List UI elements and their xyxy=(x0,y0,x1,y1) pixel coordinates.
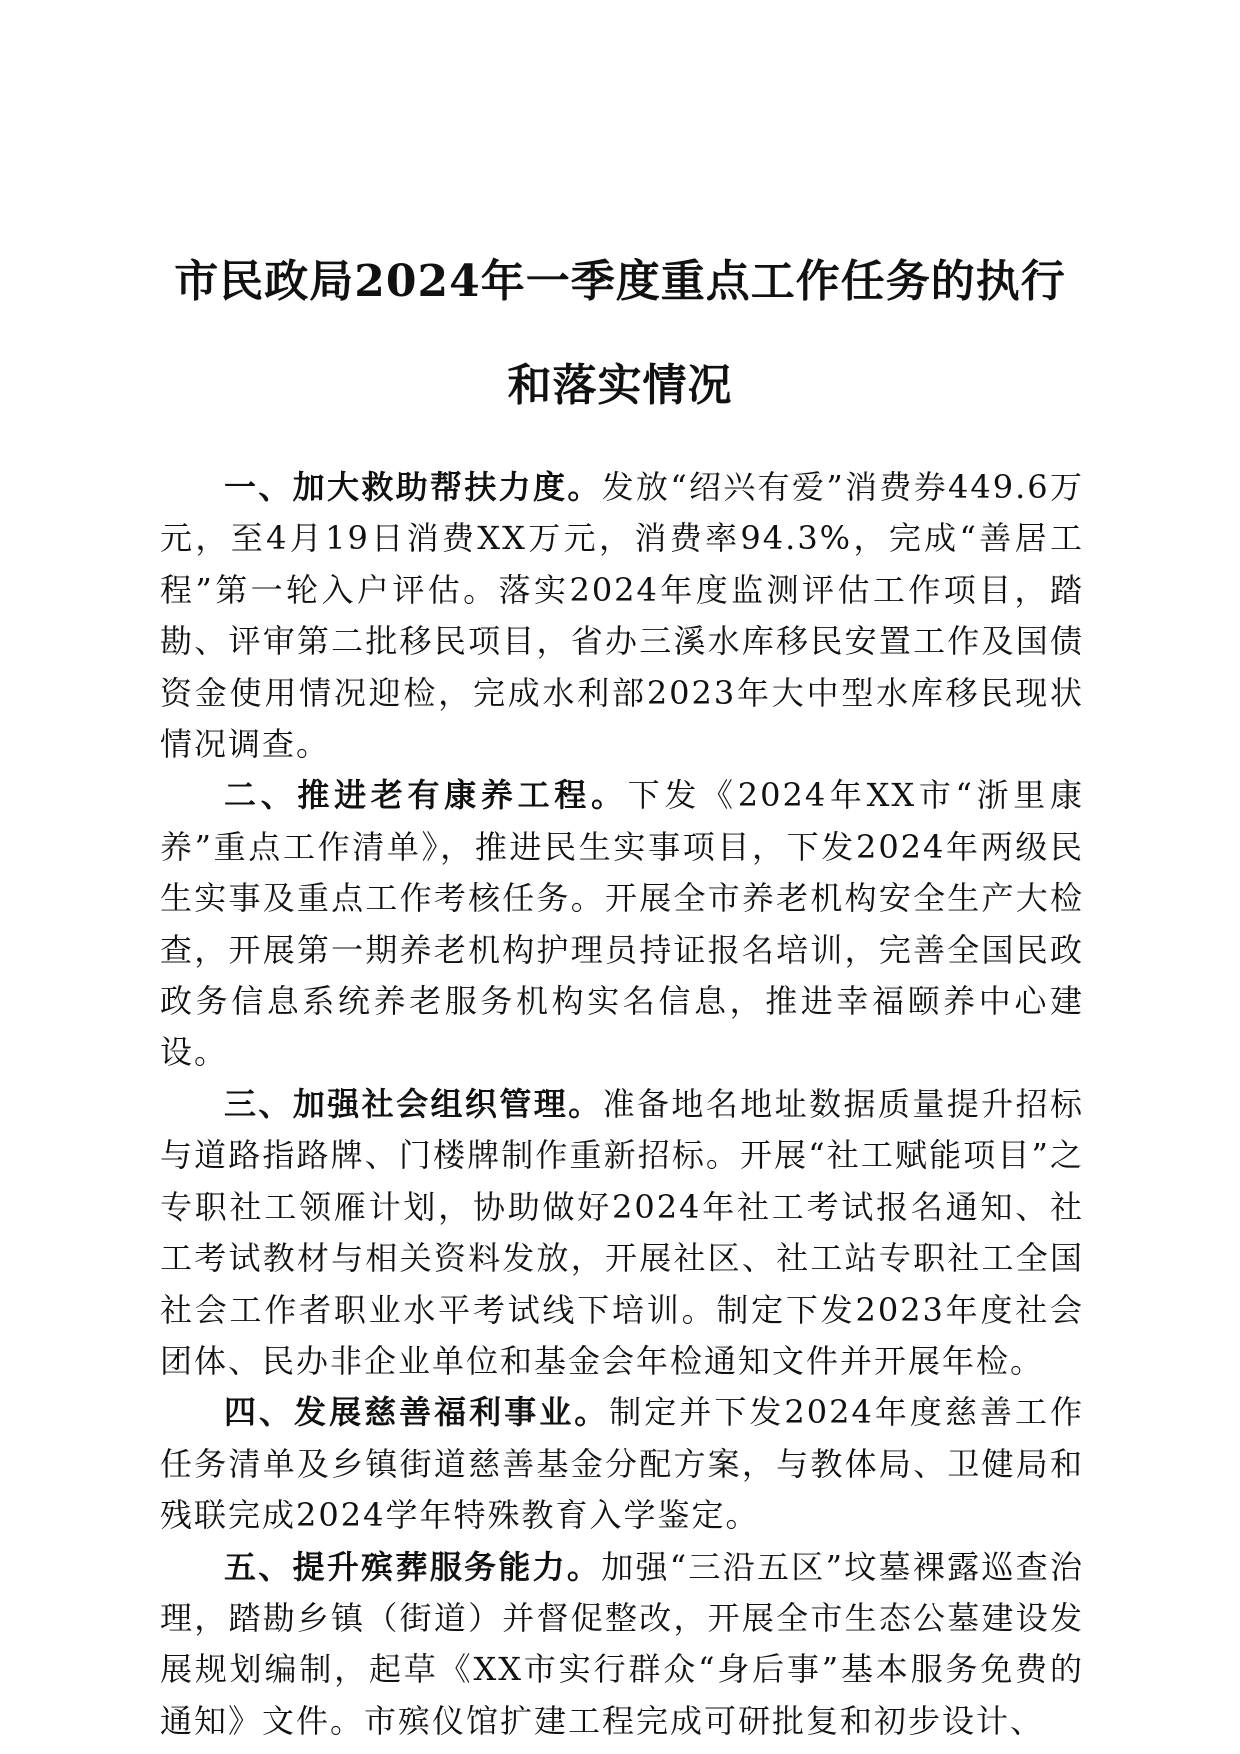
document-title xyxy=(140,230,1100,438)
section-text-2: 下发《2024年XX市“浙里康养”重点工作清单》，推进民生实事项目，下发2024年两级民生实事及重点工作考核任务。开展全市养老机构安全生产大检查，开展第一期养老机构护理员持证报名培训，完善全国民政政务信息系统养老服务机构实名信息，推进幸福颐养中心建设。 xyxy=(160,776,1084,1072)
section-paragraph-2 xyxy=(160,770,1084,1078)
section-heading-3: 三、加强社会组织管理。 xyxy=(224,1084,603,1123)
section-paragraph-3 xyxy=(160,1079,1084,1387)
section-heading-2: 二、推进老有康养工程。 xyxy=(224,776,628,815)
section-paragraph-4 xyxy=(160,1387,1084,1541)
section-heading-1: 一、加大救助帮扶力度。 xyxy=(224,468,602,506)
title-line-1: 市民政局2024年一季度重点工作任务的执行 xyxy=(174,256,1066,307)
section-text-3: 准备地名地址数据质量提升招标与道路指路牌、门楼牌制作重新招标。开展“社工赋能项目”之专职社工领雁计划，协助做好2024年社工考试报名通知、社工考试教材与相关资料发放，开展社区、社工站专职社工全国社会工作者职业水平考试线下培训。制定下发2023年度社会团体、民办非企业单位和基金会年检通知文件并开展年检。 xyxy=(160,1084,1084,1380)
section-heading-4: 四、发展慈善福利事业。 xyxy=(224,1393,610,1432)
section-heading-5: 五、提升殡葬服务能力。 xyxy=(224,1547,602,1586)
section-paragraph-5 xyxy=(160,1542,1084,1748)
section-text-4: 制定并下发2024年度慈善工作任务清单及乡镇街道慈善基金分配方案，与教体局、卫健局和残联完成2024学年特殊教育入学鉴定。 xyxy=(160,1393,1084,1535)
section-text-5: 加强“三沿五区”坟墓裸露巡查治理，踏勘乡镇（街道）并督促整改，开展全市生态公墓建设发展规划编制，起草《XX市实行群众“身后事”基本服务免费的通知》文件。市殡仪馆扩建工程完成可研批复和初步设计、 xyxy=(160,1547,1084,1740)
section-paragraph-1 xyxy=(160,462,1084,770)
document-body xyxy=(160,462,1084,1747)
section-text-1: 发放“绍兴有爱”消费券449.6万元，至4月19日消费XX万元，消费率94.3%，完成“善居工程”第一轮入户评估。落实2024年度监测评估工作项目，踏勘、评审第二批移民项目，省办三溪水库移民安置工作及国债资金使用情况迎检，完成水利部2023年大中型水库移民现状情况调查。 xyxy=(160,468,1084,764)
title-line-2: 和落实情况 xyxy=(507,360,733,411)
